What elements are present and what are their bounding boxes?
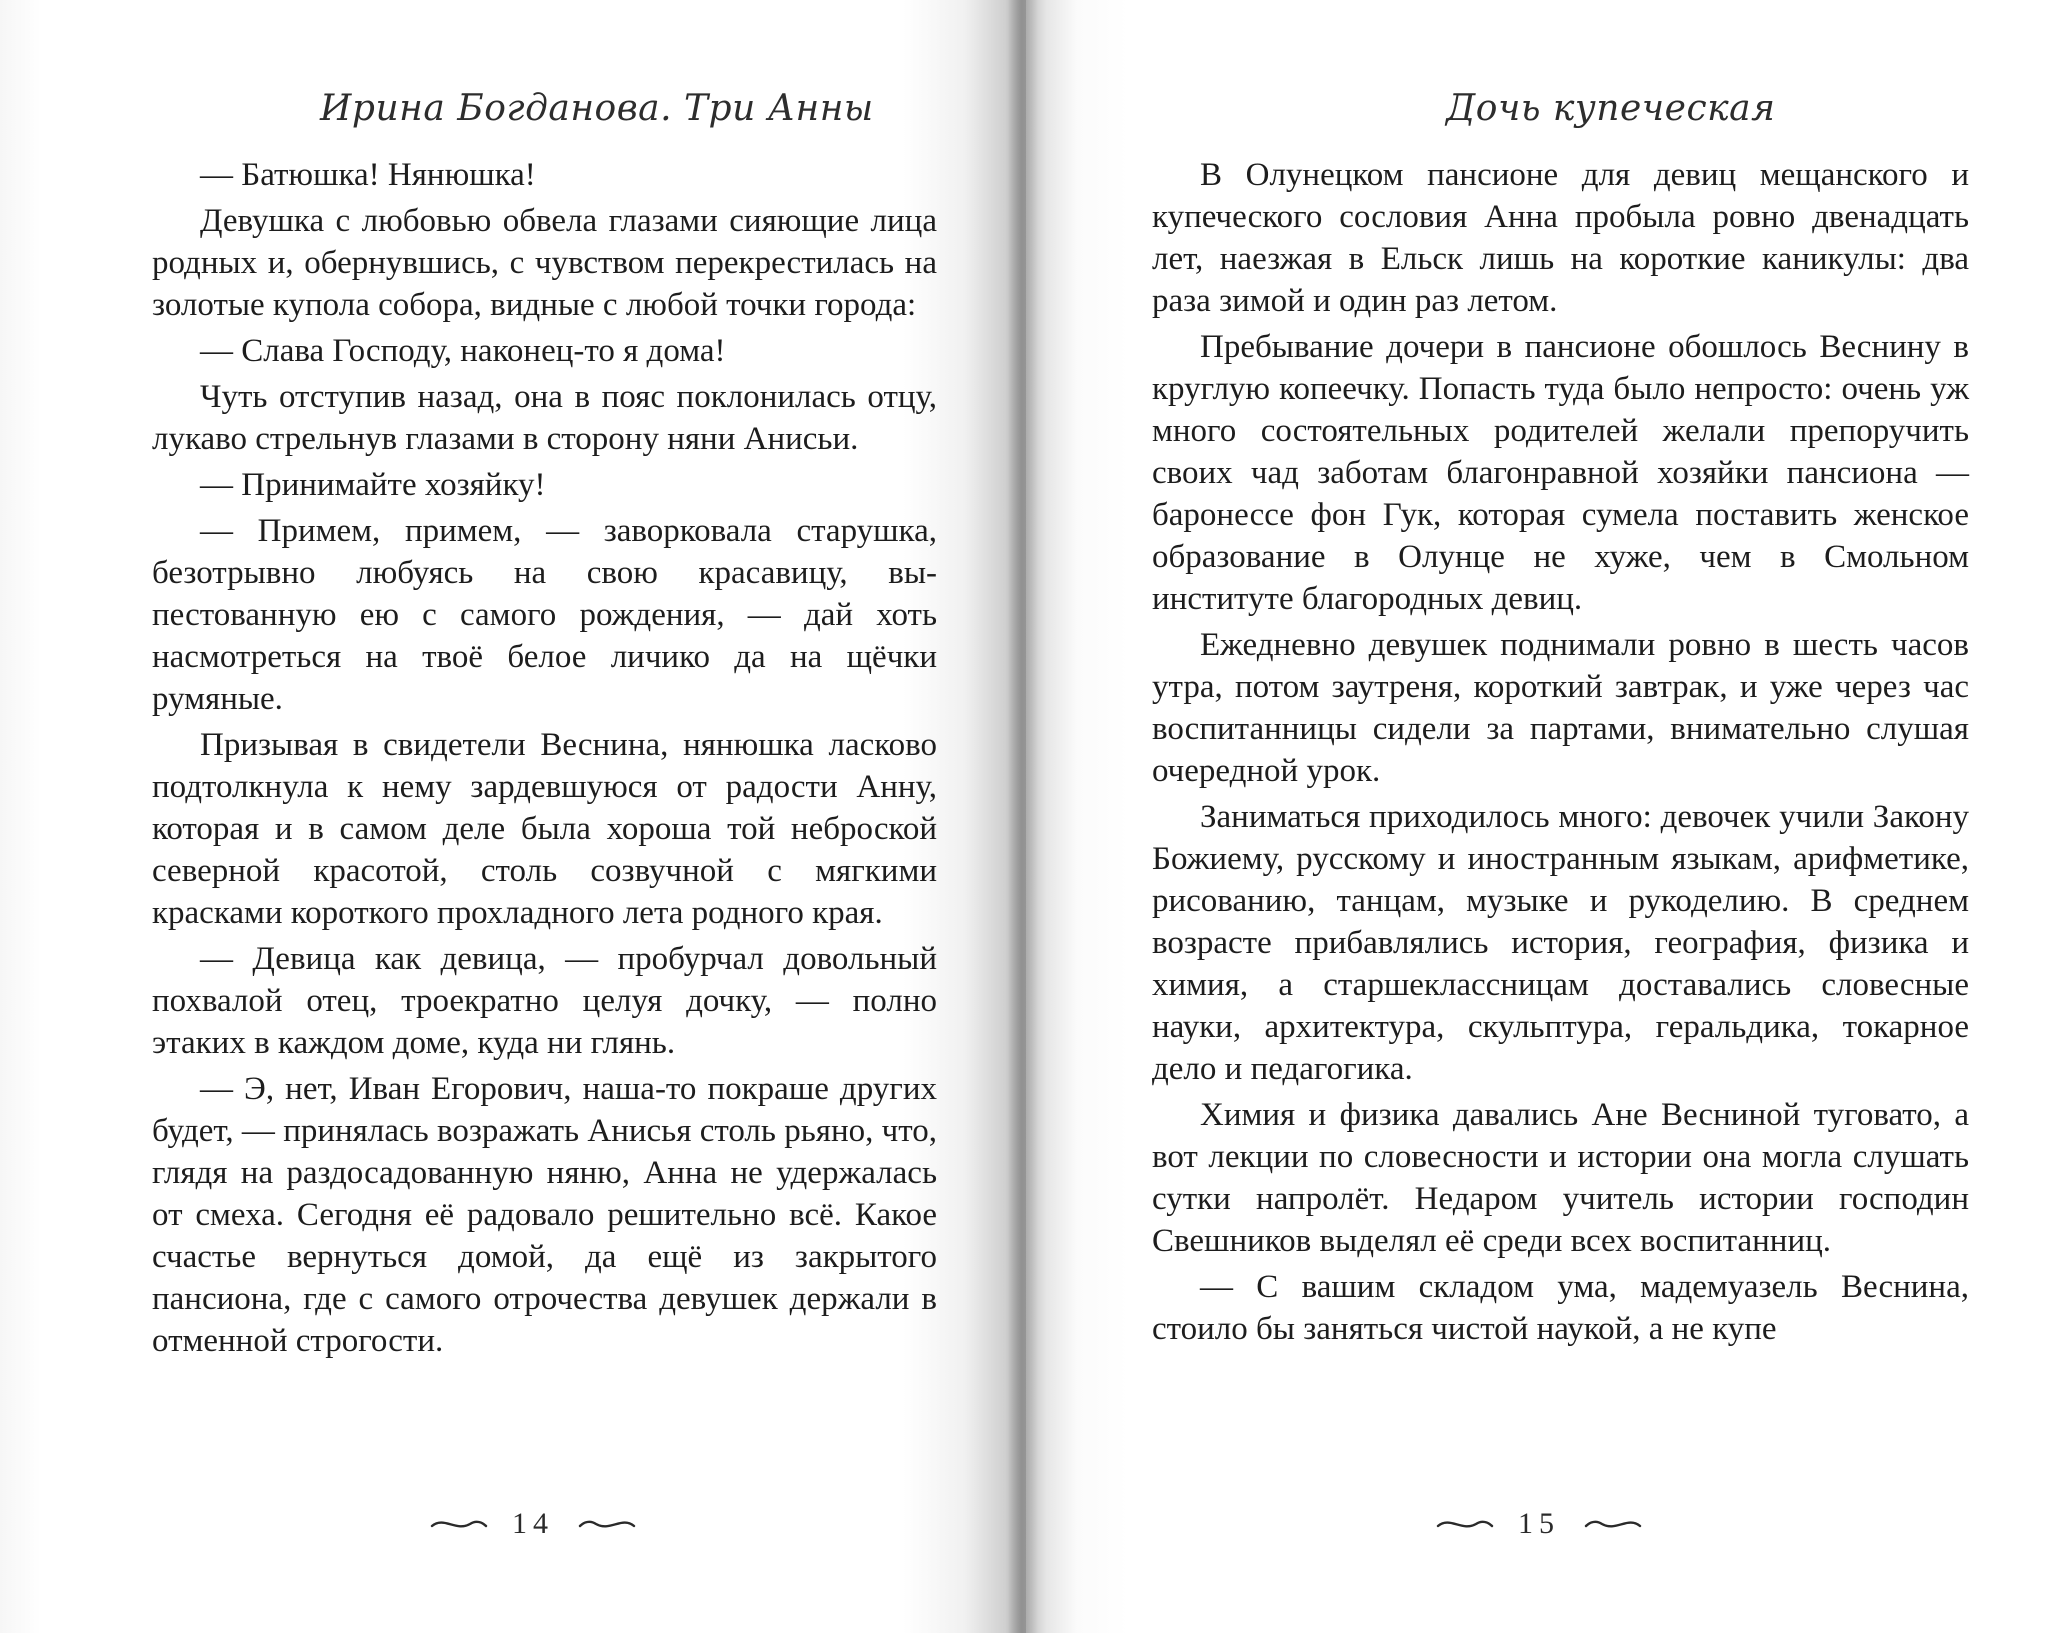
paragraph: — Примем, примем, — заворковала старушка, безотрывно любуясь на свою красавицу, выпестованную ею с самого рождения, — дай хоть насмотреться на твоё белое личико да на щёчки румяные.	[152, 513, 937, 717]
paragraph: — С вашим складом ума, мадемуазель Веснина, стоило бы заняться чистой наукой, а не купе	[1152, 1269, 1969, 1347]
swash-left-ornament-icon	[430, 1514, 488, 1534]
left-page-text	[152, 154, 937, 1366]
paragraph: — Батюшка! Нянюшка!	[200, 157, 536, 193]
running-head-right: Дочь купеческая	[1446, 88, 1776, 129]
paragraph: — Э, нет, Иван Егорович, наша-то покраше других будет, — принялась возражать Анисья столь рьяно, что, глядя на раздосадованную няню, Анна не удержалась от смеха. Сегодня её радовало решительно всё. Какое счастье вернуться домой, да ещё из закрытого пансиона, где с самого отрочества девушек держали в отменной строгости.	[152, 1071, 937, 1359]
paragraph: Заниматься приходилось много: девочек учили Закону Божиему, русскому и иностранным языкам, арифметике, рисованию, танцам, музыке и рукоделию. В среднем возрасте прибавлялись история, география, физика и химия, а старшеклассницам доставались словесные науки, архитектура, скульптура, геральдика, токарное дело и педагогика.	[1152, 799, 1969, 1087]
paragraph: — Слава Господу, наконец-то я дома!	[200, 333, 726, 369]
paragraph: — Принимайте хозяйку!	[200, 467, 546, 503]
page-number: 14	[512, 1507, 554, 1540]
right-page-text	[1152, 154, 1969, 1354]
paragraph: — Девица как девица, — пробурчал довольный похвалой отец, троекратно целуя дочку, — полно этаких в каждом доме, куда ни глянь.	[152, 941, 937, 1061]
right-page	[1026, 0, 2048, 1633]
page-number: 15	[1518, 1507, 1560, 1540]
paragraph: Призывая в свидетели Веснина, нянюшка ласково подтолкнула к нему зардевшуюся от радости Анну, которая и в самом деле была хороша той неброской северной красотой, столь созвучной с мягкими красками короткого прохладного лета родного края.	[152, 727, 937, 931]
page-number-right-footer	[1436, 1507, 1642, 1541]
swash-right-ornament-icon	[578, 1514, 636, 1534]
paragraph: Пребывание дочери в пансионе обошлось Веснину в круглую копеечку. Попасть туда было непросто: очень уж много состоятельных родителей желали препоручить своих чад заботам благонравной хозяйки пансиона — баронессе фон Гук, которая сумела поставить женское образование в Олунце не хуже, чем в Смольном институте благородных девиц.	[1152, 329, 1969, 617]
swash-left-ornament-icon	[1436, 1514, 1494, 1534]
paragraph: Чуть отступив назад, она в пояс поклонилась отцу, лукаво стрельнув глазами в сторону няни Анисьи.	[152, 379, 937, 457]
swash-right-ornament-icon	[1584, 1514, 1642, 1534]
page-number-left-footer	[430, 1507, 636, 1541]
book-gutter-shadow	[1008, 0, 1038, 1633]
paragraph: В Олунецком пансионе для девиц мещанского и купеческого сословия Анна пробыла ровно двенадцать лет, наезжая в Ельск лишь на короткие каникулы: два раза зимой и один раз летом.	[1152, 157, 1969, 319]
paragraph: Ежедневно девушек поднимали ровно в шесть часов утра, потом заутреня, короткий завтрак, и уже через час воспитанницы сидели за партами, внимательно слушая очередной урок.	[1152, 627, 1969, 789]
paragraph: Девушка с любовью обвела глазами сияющие лица родных и, обернувшись, с чувством перекрестилась на золотые купола собора, видные с любой точки города:	[152, 203, 937, 323]
paragraph: Химия и физика давались Ане Весниной туговато, а вот лекции по словесности и истории она могла слушать сутки напролёт. Недаром учитель истории господин Свешников выделял её среди всех воспитанниц.	[1152, 1097, 1969, 1259]
running-head-left: Ирина Богданова. Три Анны	[320, 88, 874, 129]
